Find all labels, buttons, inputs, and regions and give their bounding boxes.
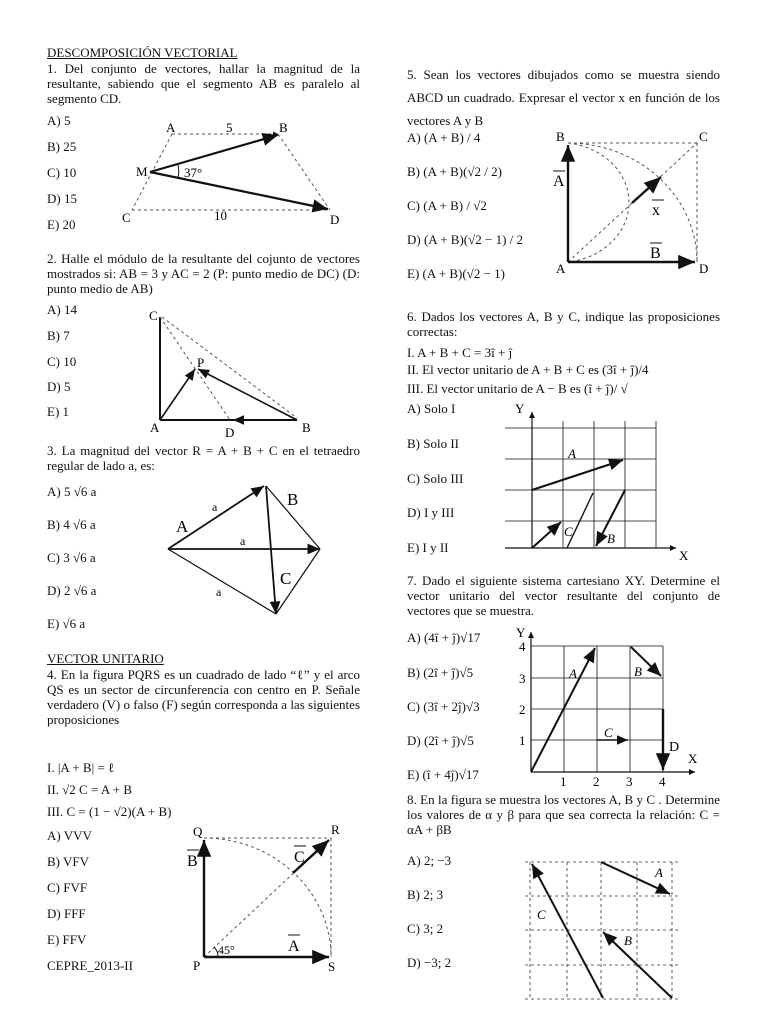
q7-tick-x2: 2 (593, 774, 600, 789)
q4-option-b[interactable]: B) VFV (47, 854, 90, 869)
q7-tick-y3: 3 (519, 671, 526, 686)
q6-label-a: A (568, 446, 576, 461)
q4-option-a[interactable]: A) VVV (47, 828, 92, 843)
q8-label-a: A (655, 865, 663, 880)
q6-label-b: B (607, 531, 615, 546)
q1-option-a[interactable]: A) 5 (47, 113, 71, 128)
q1-option-e[interactable]: E) 20 (47, 217, 76, 232)
q8-option-c[interactable]: C) 3; 2 (407, 921, 444, 936)
q7-tick-x1: 1 (560, 774, 567, 789)
q5-option-c[interactable]: C) (A + B) / √2 (407, 198, 487, 213)
q8-text: 8. En la figura se muestra los vectores A, B y C . Determine los valores de α y β para que sea correcta la relación: C = αA + βB (407, 792, 720, 837)
q4-option-c[interactable]: C) FVF (47, 880, 88, 895)
q4-label-r: R (331, 822, 340, 837)
q3-option-d[interactable]: D) 2 √6 a (47, 583, 97, 598)
q2-label-a: A (150, 420, 160, 435)
q3-label-b: B (287, 490, 299, 509)
q3-label-a2: a (240, 534, 246, 548)
q1-option-d[interactable]: D) 15 (47, 191, 77, 206)
q5-vector-x: x (652, 202, 660, 219)
q3-option-c[interactable]: C) 3 √6 a (47, 550, 96, 565)
q6-label-x: X (679, 548, 689, 563)
q6-text: 6. Dados los vectores A, B y C, indique las proposiciones correctas: (407, 309, 720, 339)
q3-label-a1: a (212, 500, 218, 514)
q5-label-c: C (699, 129, 708, 144)
q4-option-d[interactable]: D) FFF (47, 906, 86, 921)
q1-label-b: B (279, 120, 288, 135)
q6-option-e[interactable]: E) I y II (407, 540, 449, 555)
q7-label-x: X (688, 751, 698, 766)
section-title-unitario: VECTOR UNITARIO (47, 651, 164, 666)
q2-option-d[interactable]: D) 5 (47, 379, 71, 394)
q3-label-c: C (280, 569, 292, 588)
q3-option-e[interactable]: E) √6 a (47, 616, 86, 631)
section-title-vectorial: DESCOMPOSICIÓN VECTORIAL (47, 45, 238, 60)
q4-label-s: S (328, 959, 336, 974)
q7-text: 7. Dado el siguiente sistema cartesiano XY. Determine el vector unitario del vector resultante del conjunto de vectores que se muestra. (407, 573, 720, 618)
q6-prop-1: I. A + B + C = 3î + ĵ (407, 345, 513, 360)
q5-label-d: D (699, 261, 709, 276)
q7-option-d[interactable]: D) (2î + ĵ)√5 (407, 733, 474, 748)
q7-label-y: Y (516, 625, 526, 640)
q1-label-c: C (122, 210, 131, 225)
q2-option-b[interactable]: B) 7 (47, 328, 70, 343)
q4-prop-2: II. √2 C = A + B (47, 782, 133, 797)
q7-option-c[interactable]: C) (3î + 2ĵ)√3 (407, 699, 480, 714)
q7-label-b: B (634, 664, 642, 679)
q7-option-a[interactable]: A) (4î + ĵ)√17 (407, 630, 481, 645)
q5-option-e[interactable]: E) (A + B)(√2 − 1) (407, 266, 505, 281)
q6-prop-2: II. El vector unitario de A + B + C es (3î + ĵ)/4 (407, 362, 649, 377)
q8-option-d[interactable]: D) −3; 2 (407, 955, 452, 970)
q1-option-c[interactable]: C) 10 (47, 165, 77, 180)
q4-option-e[interactable]: E) FFV (47, 932, 87, 947)
q1-label-a: A (166, 120, 176, 135)
q6-option-d[interactable]: D) I y III (407, 505, 455, 520)
q7-tick-x3: 3 (626, 774, 633, 789)
q4-label-c: C (294, 849, 305, 866)
q1-label-m: M (136, 164, 148, 179)
q5-label-b: B (556, 129, 565, 144)
q8-option-b[interactable]: B) 2; 3 (407, 887, 444, 902)
q1-label-angle: 37° (184, 165, 203, 180)
q6-label-c: C (564, 524, 573, 539)
q4-label-p: P (193, 958, 201, 973)
q1-text: 1. Del conjunto de vectores, hallar la magnitud de la resultante, sabiendo que el segmento AB es paralelo al segmento CD. (47, 61, 360, 106)
q4-label-angle: 45° (218, 943, 235, 957)
q2-text: 2. Halle el módulo de la resultante del cojunto de vectores mostrados si: AB = 3 y AC = 2 (P: punto medio de DC) (D: punto medio de AB) (47, 251, 360, 296)
q4-label-q: Q (193, 824, 203, 839)
q1-option-b[interactable]: B) 25 (47, 139, 77, 154)
q1-label-5: 5 (226, 120, 233, 135)
q5-text: 5. Sean los vectores dibujados como se muestra siendo ABCD un cuadrado. Expresar el vector x en función de los vectores A y B (407, 67, 720, 128)
q6-option-b[interactable]: B) Solo II (407, 436, 459, 451)
q5-label-a: A (556, 261, 566, 276)
q4-prop-1: I. |A + B| = ℓ (47, 760, 115, 775)
q8-label-c: C (537, 907, 546, 922)
q3-option-b[interactable]: B) 4 √6 a (47, 517, 96, 532)
q2-label-b: B (302, 420, 311, 435)
q4-label-b: B (187, 853, 198, 870)
q4-prop-3: III. C = (1 − √2)(A + B) (47, 804, 172, 819)
q6-label-y: Y (515, 401, 525, 416)
q1-label-10: 10 (214, 208, 227, 223)
q5-vector-a: A (553, 173, 565, 190)
q4-label-a: A (288, 938, 300, 955)
q3-text: 3. La magnitud del vector R = A + B + C en el tetraedro regular de lado a, es: (47, 443, 360, 473)
q7-tick-y1: 1 (519, 733, 526, 748)
q6-prop-3: III. El vector unitario de A − B es (î + ĵ)/ √ (407, 381, 628, 396)
q7-option-e[interactable]: E) (î + 4ĵ)√17 (407, 767, 479, 782)
q2-label-c: C (149, 308, 158, 323)
q7-tick-y2: 2 (519, 702, 526, 717)
q7-label-d: D (669, 740, 680, 755)
q3-label-a: A (176, 517, 189, 536)
q7-tick-x4: 4 (659, 774, 666, 789)
footer-label: CEPRE_2013-II (47, 958, 133, 973)
q7-label-a: A (569, 666, 577, 681)
q7-option-b[interactable]: B) (2î + ĵ)√5 (407, 665, 474, 680)
q3-option-a[interactable]: A) 5 √6 a (47, 484, 97, 499)
q5-option-b[interactable]: B) (A + B)(√2 / 2) (407, 164, 502, 179)
q5-option-a[interactable]: A) (A + B) / 4 (407, 130, 481, 145)
q2-label-p: P (197, 355, 205, 370)
q2-option-c[interactable]: C) 10 (47, 354, 77, 369)
q6-option-c[interactable]: C) Solo III (407, 471, 464, 486)
q8-label-b: B (624, 933, 632, 948)
q2-label-d: D (225, 425, 235, 440)
q4-text: 4. En la figura PQRS es un cuadrado de lado “ℓ” y el arco QS es un sector de circunferencia con centro en P. Señale verdadero (V) o falso (F) según corresponda a las siguientes proposiciones (47, 667, 360, 727)
q5-vector-b: B (650, 245, 661, 262)
q7-tick-y4: 4 (519, 639, 526, 654)
q6-option-a[interactable]: A) Solo I (407, 401, 456, 416)
q5-option-d[interactable]: D) (A + B)(√2 − 1) / 2 (407, 232, 524, 247)
q1-label-d: D (330, 212, 340, 227)
q2-option-e[interactable]: E) 1 (47, 404, 70, 419)
q8-option-a[interactable]: A) 2; −3 (407, 853, 452, 868)
q3-label-a3: a (216, 585, 222, 599)
q2-option-a[interactable]: A) 14 (47, 302, 77, 317)
q7-label-c: C (604, 725, 613, 740)
